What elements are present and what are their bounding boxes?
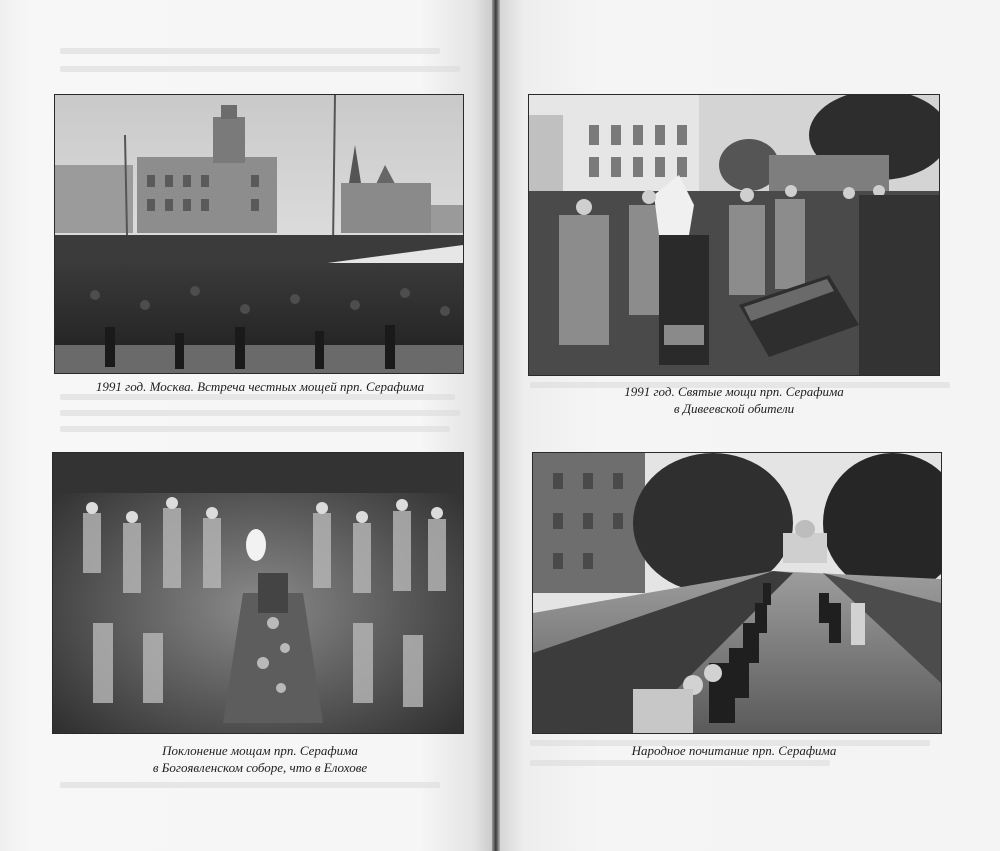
right-page — [500, 0, 1000, 851]
caption-photo-2 — [40, 742, 480, 776]
photo-clergy-diveevo — [528, 94, 940, 376]
caption-photo-1 — [40, 378, 480, 395]
caption-line: Народное почитание прп. Серафима — [631, 743, 837, 758]
caption-line: 1991 год. Москва. Встреча честных мощей прп. Серафима — [95, 379, 425, 394]
left-page — [0, 0, 494, 851]
caption-photo-3 — [514, 383, 954, 417]
caption-line: 1991 год. Святые мощи прп. Серафима — [624, 384, 844, 399]
photo-moscow-crowd — [54, 94, 464, 374]
caption-line: Поклонение мощам прп. Серафима — [162, 743, 358, 758]
caption-photo-4 — [514, 742, 954, 759]
photo-pilgrims-road — [532, 452, 942, 734]
photo-cathedral-veneration — [52, 452, 464, 734]
book-gutter — [492, 0, 500, 851]
caption-line: в Богоявленском соборе, что в Елохове — [152, 760, 368, 775]
caption-line: в Дивеевской обители — [673, 401, 795, 416]
